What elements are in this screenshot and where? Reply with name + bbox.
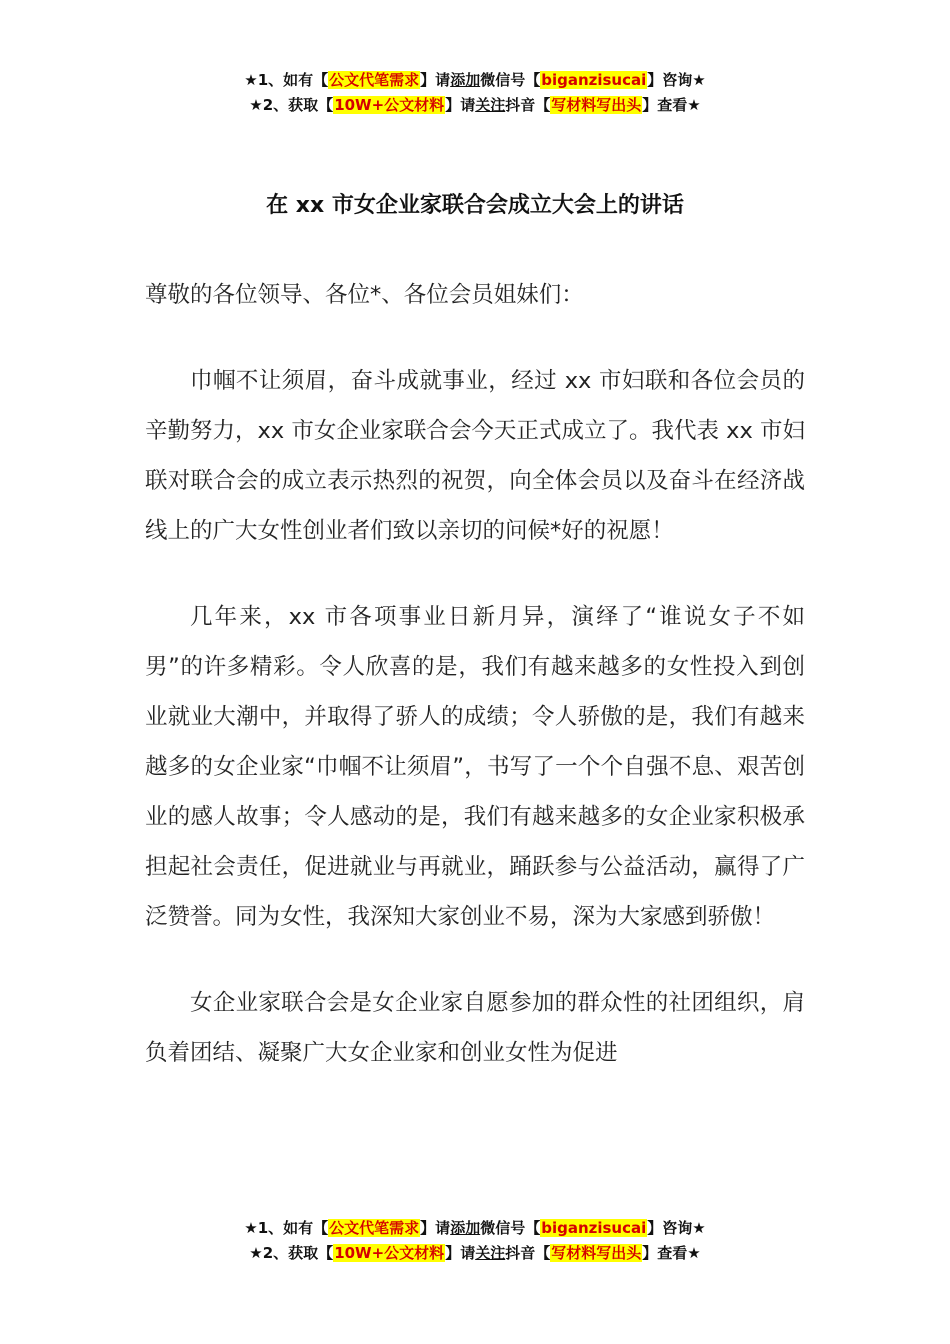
header-banner	[0, 68, 950, 118]
banner-highlight: 公文代笔需求	[329, 71, 420, 89]
banner-line-1	[0, 1216, 950, 1241]
greeting: 尊敬的各位领导、各位*、各位会员姐妹们：	[145, 282, 584, 308]
banner-highlight: 写材料写出头	[551, 1244, 642, 1262]
banner-text: 】请	[420, 1219, 451, 1237]
banner-underlined: 关注	[475, 96, 506, 114]
banner-underlined: 添加	[450, 71, 481, 89]
banner-line-1	[0, 68, 950, 93]
banner-highlight: 10W+公文材料	[334, 96, 445, 114]
banner-text: 微信号【	[480, 71, 541, 89]
banner-highlight: biganzisucai	[541, 1219, 647, 1237]
banner-text: 】请	[445, 96, 476, 114]
banner-text: 】咨询★	[647, 1219, 706, 1237]
footer-banner	[0, 1216, 950, 1266]
banner-line-2	[0, 93, 950, 118]
banner-text: 】查看★	[642, 1244, 701, 1262]
banner-highlight: 10W+公文材料	[334, 1244, 445, 1262]
banner-underlined: 添加	[450, 1219, 481, 1237]
banner-highlight: 写材料写出头	[551, 96, 642, 114]
document-body	[145, 270, 805, 1114]
banner-text: ★1、如有【	[244, 1219, 329, 1237]
banner-text: ★2、获取【	[249, 1244, 334, 1262]
banner-highlight: biganzisucai	[541, 71, 647, 89]
banner-text: 】咨询★	[647, 71, 706, 89]
banner-text: 微信号【	[480, 1219, 541, 1237]
paragraph: 女企业家联合会是女企业家自愿参加的群众性的社团组织，肩负着团结、凝聚广大女企业家和创业女性为促进	[145, 990, 805, 1066]
paragraph: 几年来，xx 市各项事业日新月异，演绎了“谁说女子不如男”的许多精彩。令人欣喜的是，我们有越来越多的女性投入到创业就业大潮中，并取得了骄人的成绩；令人骄傲的是，我们有越来越多的女企业家“巾帼不让须眉”，书写了一个个自强不息、艰苦创业的感人故事；令人感动的是，我们有越来越多的女企业家积极承担起社会责任，促进就业与再就业，踊跃参与公益活动，赢得了广泛赞誉。同为女性，我深知大家创业不易，深为大家感到骄傲！	[145, 604, 805, 930]
banner-text: 抖音【	[505, 96, 551, 114]
document-title: 在 xx 市女企业家联合会成立大会上的讲话	[266, 193, 684, 218]
banner-text: 】请	[420, 71, 451, 89]
banner-text: ★2、获取【	[249, 96, 334, 114]
banner-text: ★1、如有【	[244, 71, 329, 89]
banner-text: 抖音【	[505, 1244, 551, 1262]
paragraph: 巾帼不让须眉，奋斗成就事业，经过 xx 市妇联和各位会员的辛勤努力，xx 市女企业家联合会今天正式成立了。我代表 xx 市妇联对联合会的成立表示热烈的祝贺，向全体会员以及奋斗在经济战线上的广大女性创业者们致以亲切的问候*好的祝愿！	[145, 368, 805, 544]
banner-text: 】查看★	[642, 96, 701, 114]
banner-highlight: 公文代笔需求	[329, 1219, 420, 1237]
banner-text: 】请	[445, 1244, 476, 1262]
banner-line-2	[0, 1241, 950, 1266]
banner-underlined: 关注	[475, 1244, 506, 1262]
